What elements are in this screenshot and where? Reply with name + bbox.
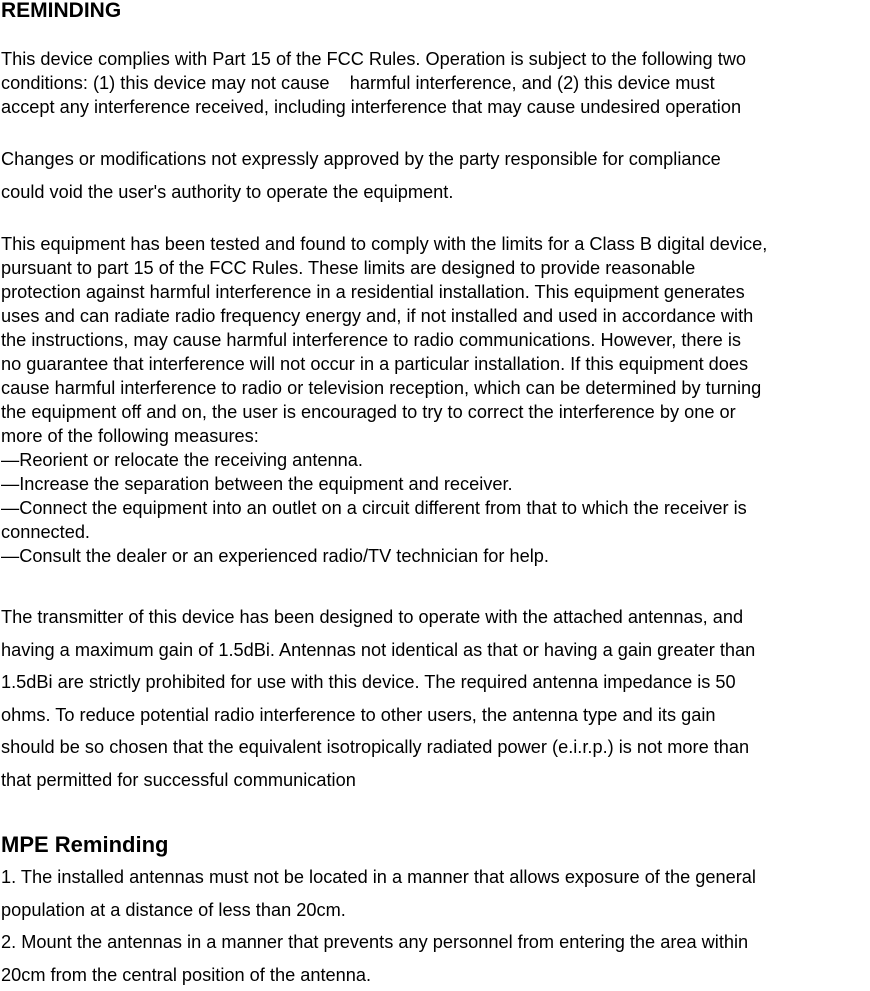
page-title: REMINDING <box>1 0 121 24</box>
text-line: ohms. To reduce potential radio interference to other users, the antenna type and its gain <box>1 699 755 732</box>
measure-item: —Connect the equipment into an outlet on a circuit different from that to which the receiver is <box>1 496 767 520</box>
text-line: The transmitter of this device has been designed to operate with the attached antennas, and <box>1 601 755 634</box>
text-line: protection against harmful interference in a residential installation. This equipment generates <box>1 280 767 304</box>
measure-item: —Consult the dealer or an experienced radio/TV technician for help. <box>1 544 767 568</box>
text-line: uses and can radiate radio frequency energy and, if not installed and used in accordance with <box>1 304 767 328</box>
text-line: having a maximum gain of 1.5dBi. Antennas not identical as that or having a gain greater than <box>1 634 755 667</box>
text-line: population at a distance of less than 20cm. <box>1 894 756 927</box>
mpe-list <box>1 861 756 991</box>
modifications-paragraph <box>1 143 721 208</box>
mpe-item: 1. The installed antennas must not be located in a manner that allows exposure of the general <box>1 861 756 894</box>
text-line: Changes or modifications not expressly approved by the party responsible for compliance <box>1 143 721 176</box>
text-line: 1.5dBi are strictly prohibited for use with this device. The required antenna impedance is 50 <box>1 666 755 699</box>
measure-item: —Reorient or relocate the receiving antenna. <box>1 448 767 472</box>
text-line: 20cm from the central position of the antenna. <box>1 959 756 991</box>
text-line: This device complies with Part 15 of the FCC Rules. Operation is subject to the following two <box>1 47 746 71</box>
text-line: pursuant to part 15 of the FCC Rules. These limits are designed to provide reasonable <box>1 256 767 280</box>
text-line: connected. <box>1 520 767 544</box>
text-line: that permitted for successful communication <box>1 764 755 797</box>
antenna-paragraph <box>1 601 755 796</box>
mpe-item: 2. Mount the antennas in a manner that prevents any personnel from entering the area within <box>1 926 756 959</box>
text-line: the instructions, may cause harmful interference to radio communications. However, there is <box>1 328 767 352</box>
text-line: could void the user's authority to operate the equipment. <box>1 176 721 209</box>
text-line: cause harmful interference to radio or television reception, which can be determined by turning <box>1 376 767 400</box>
text-line: conditions: (1) this device may not cause harmful interference, and (2) this device must <box>1 71 746 95</box>
text-line: the equipment off and on, the user is encouraged to try to correct the interference by one or <box>1 400 767 424</box>
text-line: This equipment has been tested and found to comply with the limits for a Class B digital device, <box>1 232 767 256</box>
text-line: more of the following measures: <box>1 424 767 448</box>
text-line: no guarantee that interference will not occur in a particular installation. If this equipment does <box>1 352 767 376</box>
text-line: should be so chosen that the equivalent isotropically radiated power (e.i.r.p.) is not more than <box>1 731 755 764</box>
fcc-compliance-paragraph <box>1 47 746 119</box>
measure-item: —Increase the separation between the equipment and receiver. <box>1 472 767 496</box>
mpe-heading: MPE Reminding <box>1 831 168 859</box>
class-b-paragraph <box>1 232 767 568</box>
text-line: accept any interference received, including interference that may cause undesired operation <box>1 95 746 119</box>
